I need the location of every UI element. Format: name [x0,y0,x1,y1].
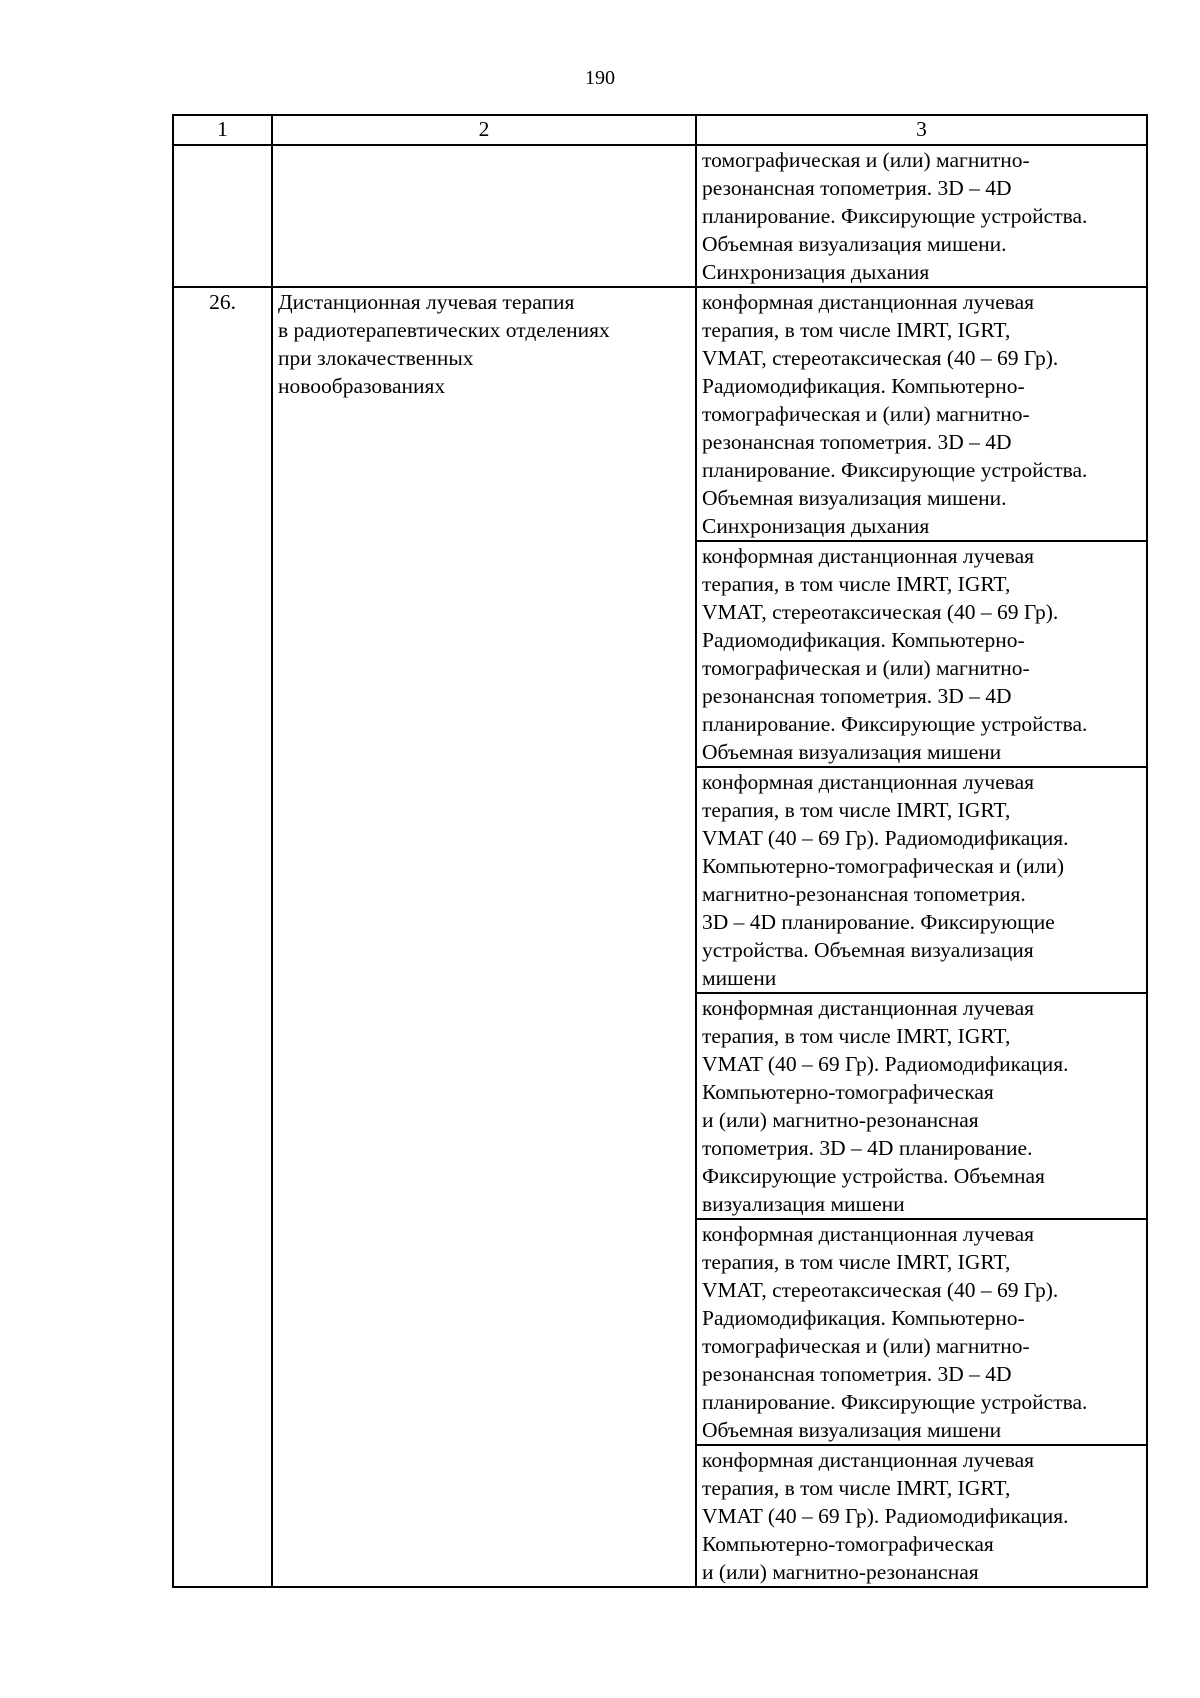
text-line: мишени [702,966,777,990]
text-line: планирование. Фиксирующие устройства. [702,712,1088,736]
text-line: томографическая и (или) магнитно- [702,656,1030,680]
text-line: терапия, в том числе IMRT, IGRT, [702,1476,1011,1500]
text-line: Радиомодификация. Компьютерно- [702,628,1025,652]
continuation-name-cell [272,145,696,287]
text-line: Объемная визуализация мишени [702,740,1002,764]
text-line: VMAT, стереотаксическая (40 – 69 Гр). [702,1278,1059,1302]
row-name-cell [272,287,696,1587]
text-line: резонансная топометрия. 3D – 4D [702,176,1012,200]
text-line: томографическая и (или) магнитно- [702,402,1030,426]
text-line: визуализация мишени [702,1192,905,1216]
text-line: Объемная визуализация мишени. [702,232,1007,256]
text-line: при злокачественных [278,346,474,370]
method-cell-1 [696,287,1147,541]
text-line: VMAT (40 – 69 Гр). Радиомодификация. [702,1504,1069,1528]
text-line: конформная дистанционная лучевая [702,1448,1035,1472]
text-line: новообразованиях [278,374,446,398]
text-line: резонансная топометрия. 3D – 4D [702,430,1012,454]
text-line: и (или) магнитно-резонансная [702,1560,979,1584]
text-line: и (или) магнитно-резонансная [702,1108,979,1132]
method-cell-2 [696,541,1147,767]
text-line: терапия, в том числе IMRT, IGRT, [702,318,1011,342]
column-header-2: 2 [272,115,696,145]
text-line: конформная дистанционная лучевая [702,1222,1035,1246]
text-line: конформная дистанционная лучевая [702,544,1035,568]
continuation-method-cell [696,145,1147,287]
text-line: Компьютерно-томографическая [702,1080,994,1104]
table-row-continuation [173,145,1147,287]
text-line: конформная дистанционная лучевая [702,770,1035,794]
text-line: планирование. Фиксирующие устройства. [702,204,1088,228]
text-line: планирование. Фиксирующие устройства. [702,1390,1088,1414]
text-line: планирование. Фиксирующие устройства. [702,458,1088,482]
text-line: Компьютерно-томографическая и (или) [702,854,1065,878]
text-line: VMAT, стереотаксическая (40 – 69 Гр). [702,346,1059,370]
text-line: VMAT (40 – 69 Гр). Радиомодификация. [702,1052,1069,1076]
table-header-row [173,115,1147,145]
page-number: 190 [585,67,615,89]
text-line: терапия, в том числе IMRT, IGRT, [702,1250,1011,1274]
text-line: топометрия. 3D – 4D планирование. [702,1136,1033,1160]
text-line: терапия, в том числе IMRT, IGRT, [702,572,1011,596]
continuation-number-cell [173,145,272,287]
text-line: устройства. Объемная визуализация [702,938,1034,962]
row-number-cell: 26. [173,287,272,1587]
method-cell-3 [696,767,1147,993]
column-header-1: 1 [173,115,272,145]
method-cell-5 [696,1219,1147,1445]
text-line: терапия, в том числе IMRT, IGRT, [702,798,1011,822]
text-line: 3D – 4D планирование. Фиксирующие [702,910,1055,934]
text-line: Объемная визуализация мишени. [702,486,1007,510]
column-header-3: 3 [696,115,1147,145]
text-line: Фиксирующие устройства. Объемная [702,1164,1045,1188]
text-line: VMAT, стереотаксическая (40 – 69 Гр). [702,600,1059,624]
text-line: магнитно-резонансная топометрия. [702,882,1026,906]
text-line: томографическая и (или) магнитно- [702,148,1030,172]
treatment-table [172,114,1148,1588]
text-line: VMAT (40 – 69 Гр). Радиомодификация. [702,826,1069,850]
text-line: терапия, в том числе IMRT, IGRT, [702,1024,1011,1048]
text-line: Радиомодификация. Компьютерно- [702,1306,1025,1330]
text-line: томографическая и (или) магнитно- [702,1334,1030,1358]
method-cell-6 [696,1445,1147,1587]
text-line: в радиотерапевтических отделениях [278,318,610,342]
text-line: Компьютерно-томографическая [702,1532,994,1556]
text-line: конформная дистанционная лучевая [702,996,1035,1020]
text-line: Радиомодификация. Компьютерно- [702,374,1025,398]
text-line: конформная дистанционная лучевая [702,290,1035,314]
text-line: резонансная топометрия. 3D – 4D [702,684,1012,708]
text-line: Дистанционная лучевая терапия [278,290,575,314]
text-line: Синхронизация дыхания [702,514,930,538]
text-line: Объемная визуализация мишени [702,1418,1002,1442]
text-line: Синхронизация дыхания [702,260,930,284]
text-line: резонансная топометрия. 3D – 4D [702,1362,1012,1386]
table-row-26 [173,287,1147,541]
method-cell-4 [696,993,1147,1219]
